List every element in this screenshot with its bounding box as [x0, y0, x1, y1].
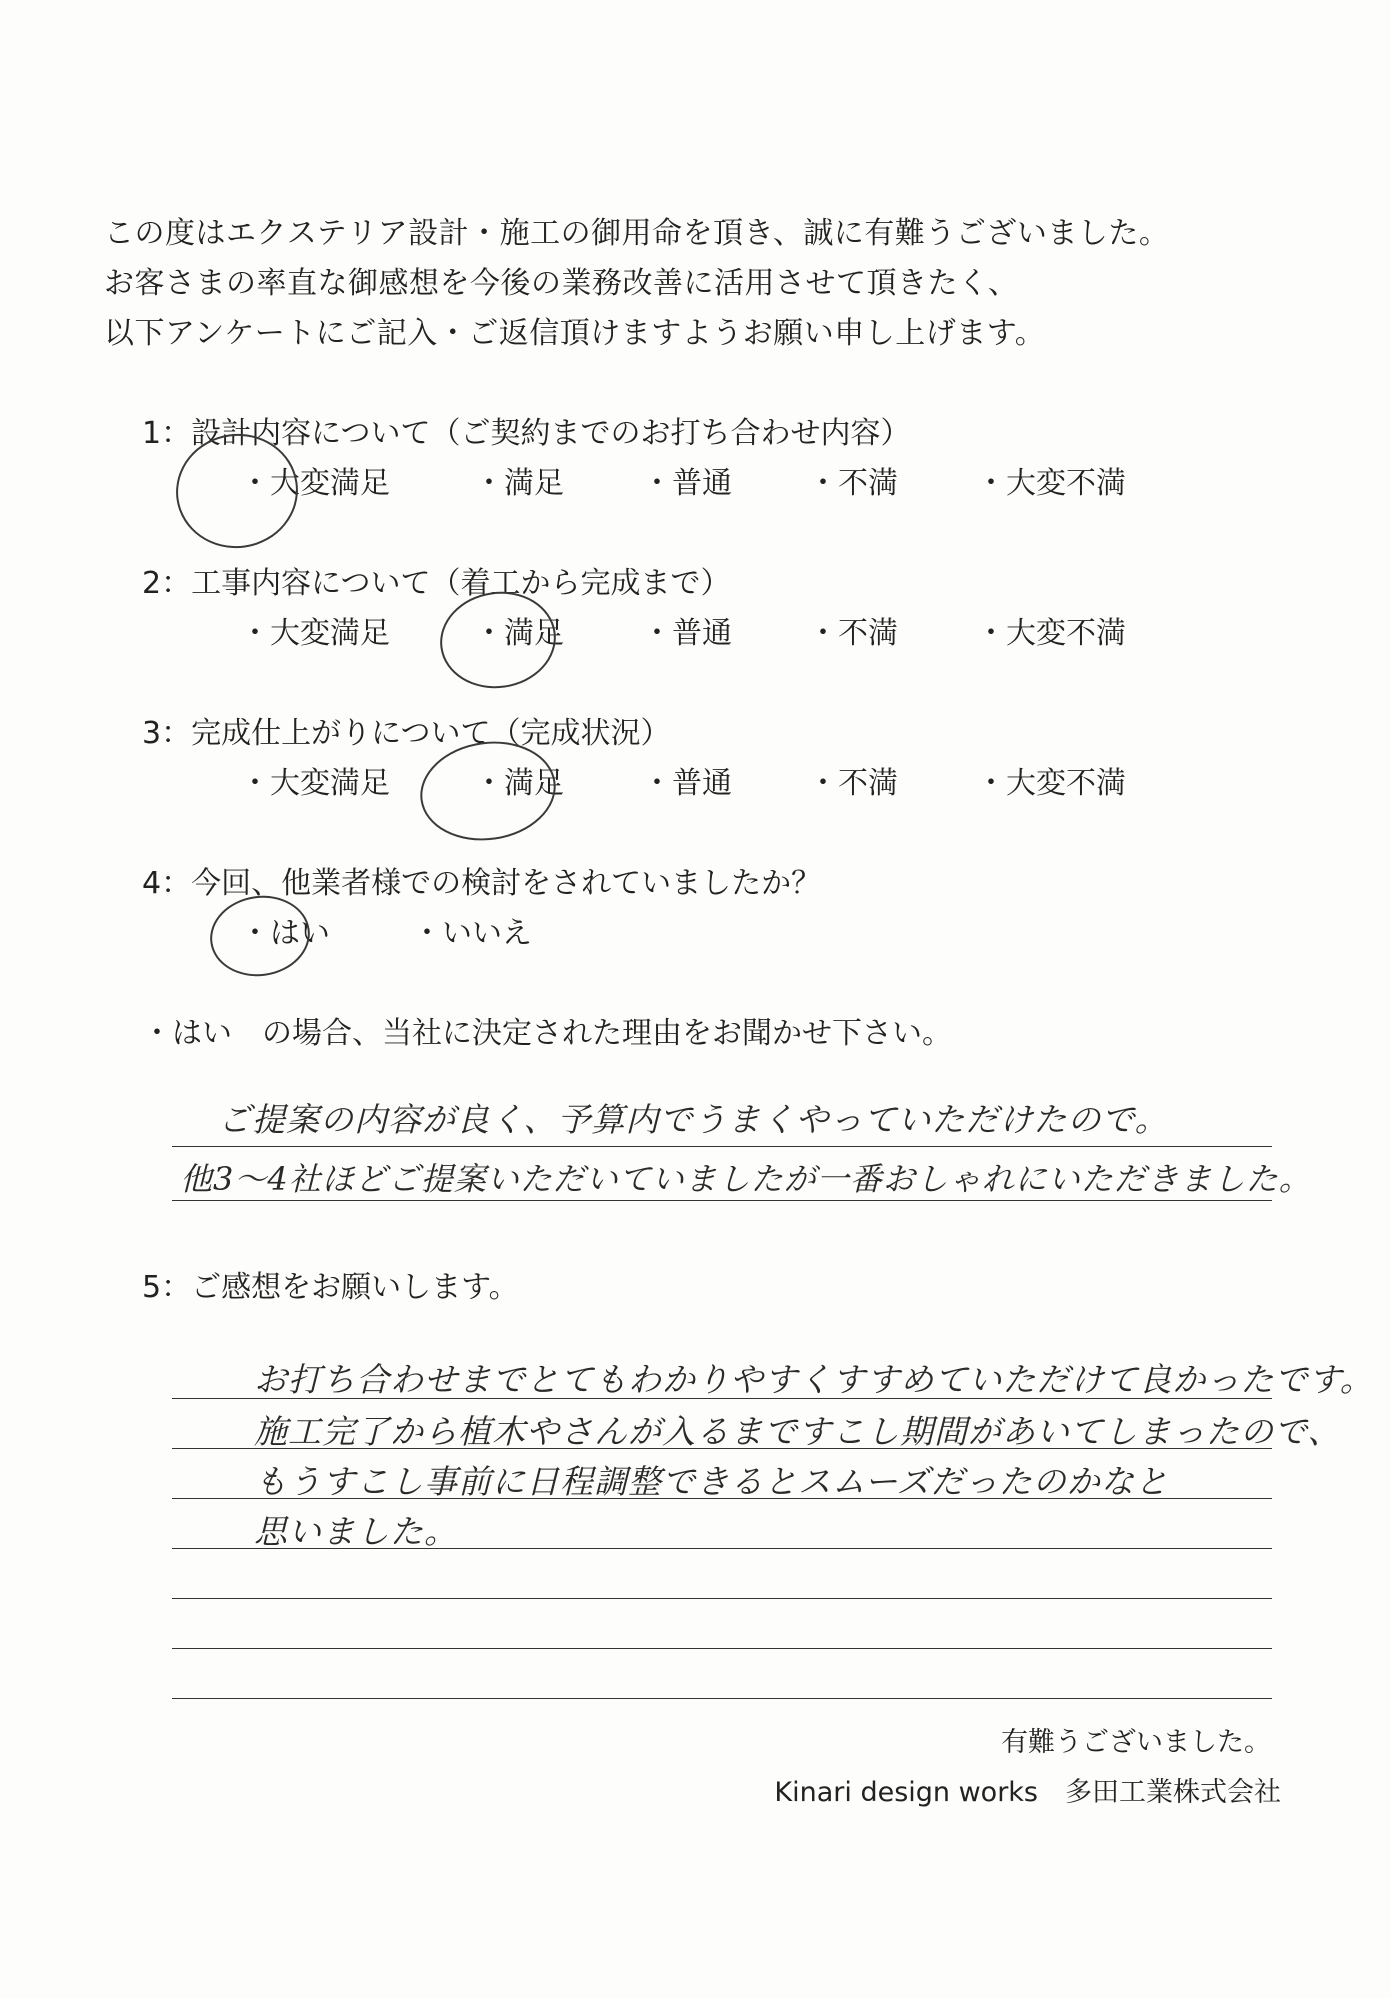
q5-answer-line-4: 思いました。 [254, 1512, 458, 1551]
q2-option-very-satisfied: ・大変満足 [240, 616, 390, 651]
q5-rule-4 [172, 1548, 1272, 1549]
footer-company: Kinari design works 多田工業株式会社 [774, 1777, 1281, 1808]
q5-rule-6 [172, 1648, 1272, 1649]
q5-rule-1 [172, 1398, 1272, 1399]
q2-option-dissatisfied: ・不満 [808, 616, 898, 651]
reason-prompt: ・はい の場合、当社に決定された理由をお聞かせ下さい。 [142, 1016, 952, 1051]
q5-answer-line-3: もうすこし事前に日程調整できるとスムーズだったのかなと [254, 1462, 1169, 1501]
reason-rule-2 [172, 1200, 1272, 1201]
question-5-title: 5：ご感想をお願いします。 [142, 1270, 519, 1305]
q3-option-satisfied: ・満足 [474, 766, 564, 801]
q2-option-satisfied: ・満足 [474, 616, 564, 651]
q1-option-dissatisfied: ・不満 [808, 466, 898, 501]
footer-thanks: 有難うございました。 [1001, 1727, 1271, 1758]
q4-option-no: ・いいえ [412, 916, 532, 951]
q2-option-very-dissatisfied: ・大変不満 [976, 616, 1126, 651]
question-2-title: 2：工事内容について（着工から完成まで） [142, 566, 731, 601]
question-4-title: 4：今回、他業者様での検討をされていましたか？ [142, 866, 822, 901]
question-1-title: 1：設計内容について（ご契約までのお打ち合わせ内容） [142, 416, 911, 451]
question-3-title: 3：完成仕上がりについて（完成状況） [142, 716, 671, 751]
q5-rule-2 [172, 1448, 1272, 1449]
q1-option-satisfied: ・満足 [474, 466, 564, 501]
q5-rule-7 [172, 1698, 1272, 1699]
intro-line-2: お客さまの率直な御感想を今後の業務改善に活用させて頂きたく、 [104, 266, 1019, 301]
intro-line-3: 以下アンケートにご記入・ご返信頂けますようお願い申し上げます。 [104, 316, 1046, 351]
q3-option-normal: ・普通 [642, 766, 732, 801]
q2-option-normal: ・普通 [642, 616, 732, 651]
q4-selection-circle [205, 889, 315, 982]
q5-rule-5 [172, 1598, 1272, 1599]
reason-answer-line-1: ご提案の内容が良く、予算内でうまくやっていただけたので。 [218, 1100, 1169, 1139]
q5-rule-3 [172, 1498, 1272, 1499]
q3-option-very-satisfied: ・大変満足 [240, 766, 390, 801]
reason-answer-line-2: 他3～4社ほどご提案いただいていましたが一番おしゃれにいただきました。 [180, 1160, 1312, 1198]
q1-option-very-dissatisfied: ・大変不満 [976, 466, 1126, 501]
q5-answer-line-2: 施工完了から植木やさんが入るまですこし期間があいてしまったので、 [254, 1412, 1342, 1451]
reason-rule-1 [172, 1146, 1272, 1147]
q1-option-very-satisfied: ・大変満足 [240, 466, 390, 501]
intro-line-1: この度はエクステリア設計・施工の御用命を頂き、誠に有難うございました。 [104, 216, 1170, 251]
q3-option-dissatisfied: ・不満 [808, 766, 898, 801]
q3-option-very-dissatisfied: ・大変不満 [976, 766, 1126, 801]
q5-answer-line-1: お打ち合わせまでとてもわかりやすくすすめていただけて良かったです。 [254, 1360, 1374, 1399]
q1-option-normal: ・普通 [642, 466, 732, 501]
q4-option-yes: ・はい [240, 916, 330, 951]
